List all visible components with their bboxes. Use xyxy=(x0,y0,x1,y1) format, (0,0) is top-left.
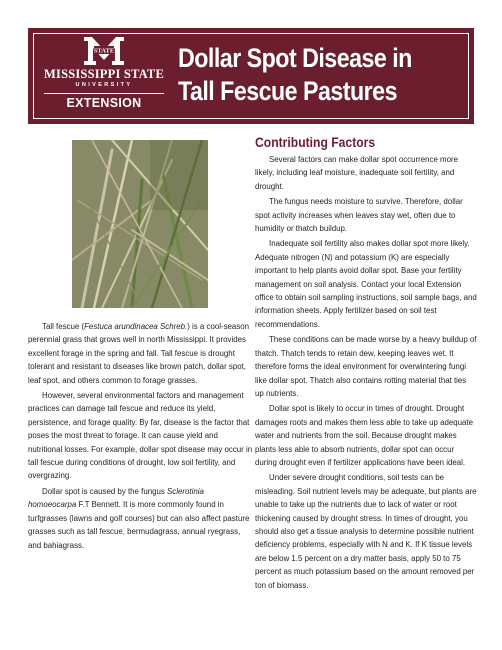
intro-scientific-name: Festuca arundinacea Schreb. xyxy=(84,322,188,331)
thatch-paragraph xyxy=(255,333,477,400)
title-line-2: Tall Fescue Pastures xyxy=(178,76,397,106)
document-title xyxy=(178,42,424,108)
left-column xyxy=(28,320,254,554)
drought-text: Dollar spot is likely to occur in times of drought. Drought damages roots and makes them less able to take up adequate water and nutrients from the soil. Because drought makes plants less able to absorb nutrients, dollar spot can occur during drought even if fertilizer applications have been ideal. xyxy=(255,404,474,467)
cause-text-b: F.T Bennett. It is more commonly found in turfgrasses (lawns and golf courses) but can also affect pasture grasses such as tall fescue, bermudagrass, annual ryegrass, and bahiagrass. xyxy=(28,500,250,550)
thatch-text: These conditions can be made worse by a heavy buildup of thatch. Thatch tends to retain dew, keeping leaves wet. It therefore forms the ideal environment for overwintering fungi like dollar spot. Thatch also contains rotting material that ties up nutrients. xyxy=(255,335,477,398)
logo-mark-text: STATE xyxy=(93,47,115,55)
fertility-paragraph xyxy=(255,237,477,331)
msu-logo-mark-icon xyxy=(82,36,126,66)
soil-test-paragraph xyxy=(255,471,477,592)
logo-divider xyxy=(44,93,164,94)
moisture-text: The fungus needs moisture to survive. Therefore, dollar spot activity increases when leaves stay wet, often due to humidity or thatch buildup. xyxy=(255,197,463,234)
msu-extension-logo xyxy=(38,36,170,116)
intro-text-a: Tall fescue ( xyxy=(42,322,85,331)
fertility-text: Inadequate soil fertility also makes dollar spot more likely. Adequate nitrogen (N) and potassium (K) are especially important to help plants avoid dollar spot. Base your fertility management on soil analysis. Contact your local Extension office to obtain soil sampling instructions, soil sample bags, and information sheets. Apply fertilizer based on soil test recommendations. xyxy=(255,239,477,329)
section-heading: Contributing Factors xyxy=(255,135,376,150)
intro-text-b: ) is a cool-season perennial grass that grows well in north Mississippi. It provides excellent forage in the spring and fall. Tall fescue is drought tolerant and resistant to diseases like brown patch, dollar spot, leaf spot, and others common to forage grasses. xyxy=(28,322,250,385)
factors-text: However, several environmental factors and management practices can damage tall fescue and reduce its yield, persistence, and forage quality. By far, disease is the factor that poses the most threat to forage. It can cause yield and nutritional losses. For example, dollar spot disease may occur in tall fescue during conditions of drought, low soil fertility, and overgrazing. xyxy=(28,391,253,481)
factors-intro-paragraph xyxy=(255,153,477,193)
title-line-1: Dollar Spot Disease in xyxy=(178,43,412,73)
intro-paragraph xyxy=(28,320,254,387)
drought-paragraph xyxy=(255,402,477,469)
factors-paragraph xyxy=(28,389,254,483)
soil-test-text: Under severe drought conditions, soil tests can be misleading. Soil nutrient levels may be adequate, but plants are unable to take up the nutrients due to lack of water or root thickening caused by drought stress. In times of drought, you should also get a tissue analysis to determine possible nutrient deficiency problems, especially with N and K. If K tissue levels are below 1.5 percent on a dry matter basis, apply 50 to 75 percent as much potassium based on the amount removed per ton of biomass. xyxy=(255,473,477,590)
header-banner xyxy=(28,28,474,124)
logo-extension: EXTENSION xyxy=(66,96,142,110)
logo-university-name: MISSISSIPPI STATE xyxy=(44,67,164,81)
cause-text-a: Dollar spot is caused by the fungus xyxy=(42,486,168,496)
grass-photo-image xyxy=(72,140,208,308)
cause-paragraph xyxy=(28,485,254,552)
tall-fescue-grass-photo xyxy=(72,140,208,308)
right-column xyxy=(255,134,477,594)
factors-intro-text: Several factors can make dollar spot occurrence more likely, including leaf moisture, inadequate soil fertility, and drought. xyxy=(255,155,459,191)
moisture-paragraph xyxy=(255,195,477,235)
cause-scientific-name: Sclerotinia homoeocarpa xyxy=(28,486,204,510)
logo-university-sub: UNIVERSITY xyxy=(75,82,133,88)
